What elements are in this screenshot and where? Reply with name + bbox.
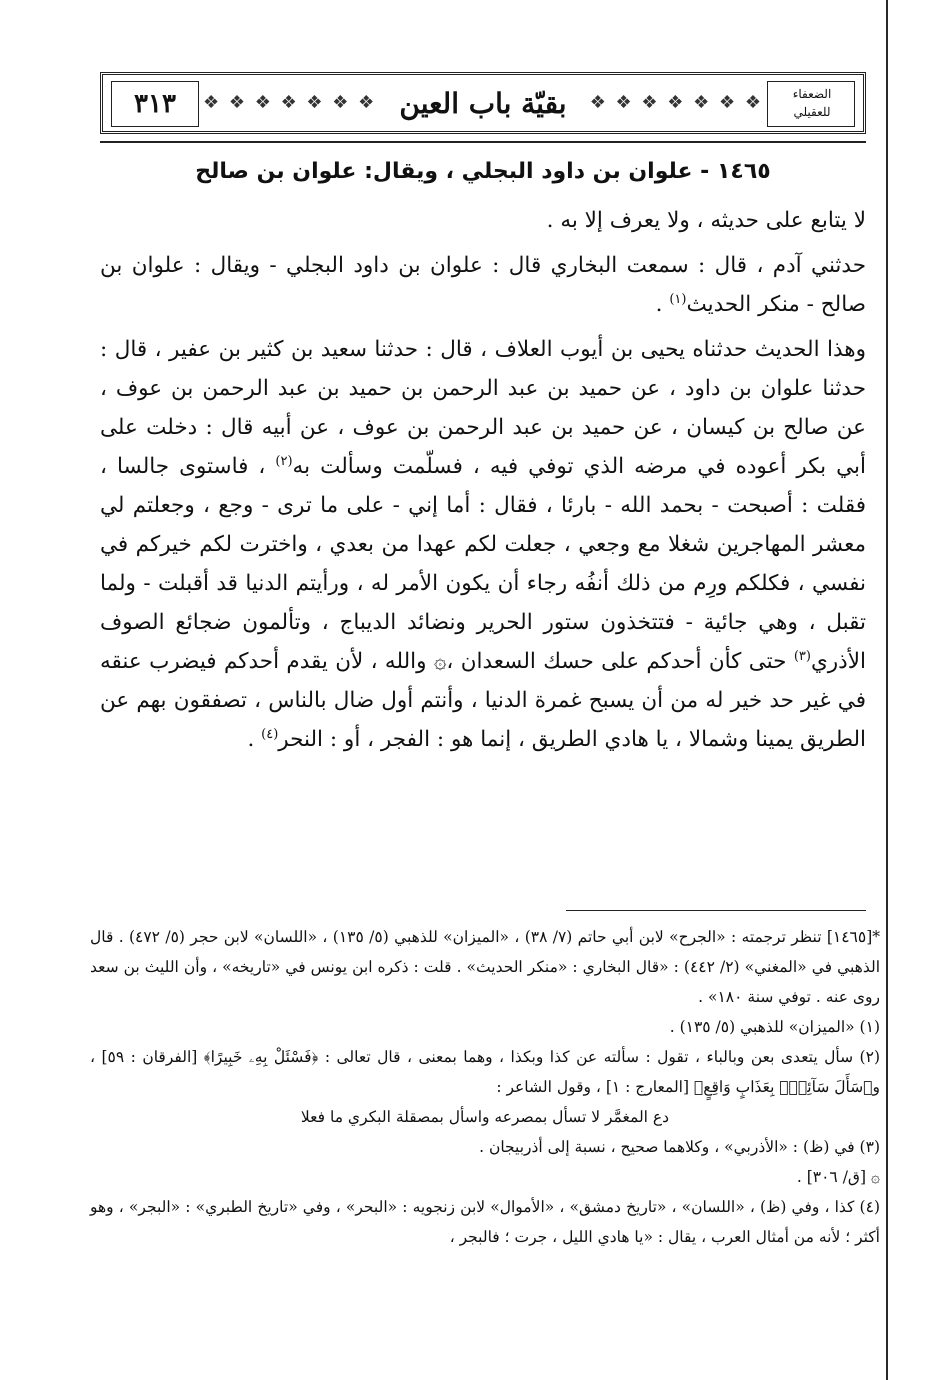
paragraph-3-end: . xyxy=(247,727,262,752)
paragraph-3-part-a: وهذا الحديث حدثناه يحيى بن أيوب العلاف ، قال : حدثنا سعيد بن كثير بن عفير ، قال : حدثنا علوان بن داود ، عن حميد بن عبد الرحمن بن حميد بن عبد الرحمن بن عوف ، عن صالح بن كيسان ، عن حميد بن عبد الرحمن بن عوف ، عن أبيه قال : دخلت على أبي بكر أعوده في مرضه الذي توفي فيه ، فسلّمت وسألت به xyxy=(100,337,867,479)
book-seal: الضعفاء للعقيلي xyxy=(792,87,832,119)
footnote-ref-1: (١) xyxy=(669,291,687,307)
header-divider xyxy=(100,141,866,143)
footnote-2: (٢) سأل يتعدى بعن وبالباء ، تقول : سألته عن كذا وبكذا ، وهما بمعنى ، قال تعالى : ﴿فَسْئَلْ بِهِۦ خَبِيرًا﴾ [الفرقان : ٥٩] ، و﴿سَأَلَ سَآئِلٌۢ بِعَذَابٍ وَاقِعٍ﴾ [المعارج : ١] ، وقول الشاعر : xyxy=(90,1048,880,1096)
main-text xyxy=(100,155,866,759)
paragraph-3-part-c: حتى كأن أحدكم على حسك السعدان ،۞ والله ، لأن يقدم أحدكم فيضرب عنقه في غير حد خير له من أن يسبح غمرة الدنيا ، وأنتم أول ضال بالناس ، تصفقون بهم عن الطريق يمينا وشمالا ، يا هادي الطريق ، إنما هو : الفجر ، أو : النحر xyxy=(100,649,866,752)
footnotes xyxy=(90,922,880,1252)
paragraph-3-part-b: ، فاستوى جالسا ، فقلت : أصبحت - بحمد الله - بارئا ، فقال : أما إني - على ما ترى - وجع ، وجعلتم لي معشر المهاجرين شغلا مع وجعي ، جعلت لكم عهدا من بعدي ، واخترت لكم خيركم في نفسي ، فكلكم ورِم من ذلك أنفُه رجاء أن يكون الأمر له ، ورأيتم الدنيا قد أقبلت - ولما تقبل ، وهي جائية - فتتخذون ستور الحرير ونضائد الديباج ، وتألمون ضجائع الصوف الأذري xyxy=(100,454,866,674)
page-number: ٣١٣ xyxy=(134,89,176,119)
paragraph-2 xyxy=(100,246,866,324)
footnote-2-verse: دع المغمَّر لا تسأل بمصرعه واسأل بمصقلة البكري ما فعلا xyxy=(300,1108,670,1126)
footnote-entry: *[١٤٦٥] تنظر ترجمته : «الجرح» لابن أبي حاتم (٧/ ٣٨) ، «الميزان» للذهبي (٥/ ١٣٥) ، «اللسان» لابن حجر (٥/ ٤٧٢) . قال الذهبي في «المغني» (٢/ ٤٤٢) : «قال البخاري : «منكر الحديث» . قلت : ذكره ابن يونس في «تاريخه» ، وأن الليث بن سعد روى عنه . توفي سنة ١٨٠» . xyxy=(90,928,881,1006)
footnote-4: (٤) كذا ، وفي (ظ) ، «اللسان» ، «تاريخ دمشق» ، «الأموال» لابن زنجويه : «البحر» ، وفي «تاريخ الطبري» : «البجر» ، وهو أكثر ؛ لأنه من أمثال العرب ، يقال : «يا هادي الليل ، جرت ؛ فالبجر ، xyxy=(90,1198,880,1246)
footnote-ref-3: (٣) xyxy=(793,648,811,664)
page-edge-rule xyxy=(886,0,888,1380)
paragraph-1: لا يتابع على حديثه ، ولا يعرف إلا به . xyxy=(546,208,866,233)
paragraph-2-text: حدثني آدم ، قال : سمعت البخاري قال : علوان بن داود البجلي - ويقال : علوان بن صالح - منكر الحديث xyxy=(100,253,866,317)
footnote-ref-4: (٤) xyxy=(261,726,279,742)
footnote-separator xyxy=(566,910,866,911)
running-title: بقيّة باب العين xyxy=(399,87,567,120)
entry-title: ١٤٦٥ - علوان بن داود البجلي ، ويقال: علوان بن صالح xyxy=(195,159,771,184)
footnote-3: (٣) في (ظ) : «الأذربي» ، وكلاهما صحيح ، نسبة إلى أذربيجان . xyxy=(479,1138,880,1156)
page-header xyxy=(100,72,866,134)
manuscript-marker: ۞ [ق/ ٣٠٦] . xyxy=(796,1168,880,1186)
footnote-1: (١) «الميزان» للذهبي (٥/ ١٣٥) . xyxy=(669,1018,880,1036)
paragraph-3 xyxy=(100,330,866,759)
header-ornament-right: ❖ ❖ ❖ ❖ ❖ ❖ ❖ xyxy=(589,92,763,113)
footnote-ref-2: (٢) xyxy=(275,453,293,469)
header-ornament-left: ❖ ❖ ❖ ❖ ❖ ❖ ❖ xyxy=(203,92,377,113)
paragraph-2-end: . xyxy=(655,292,670,317)
